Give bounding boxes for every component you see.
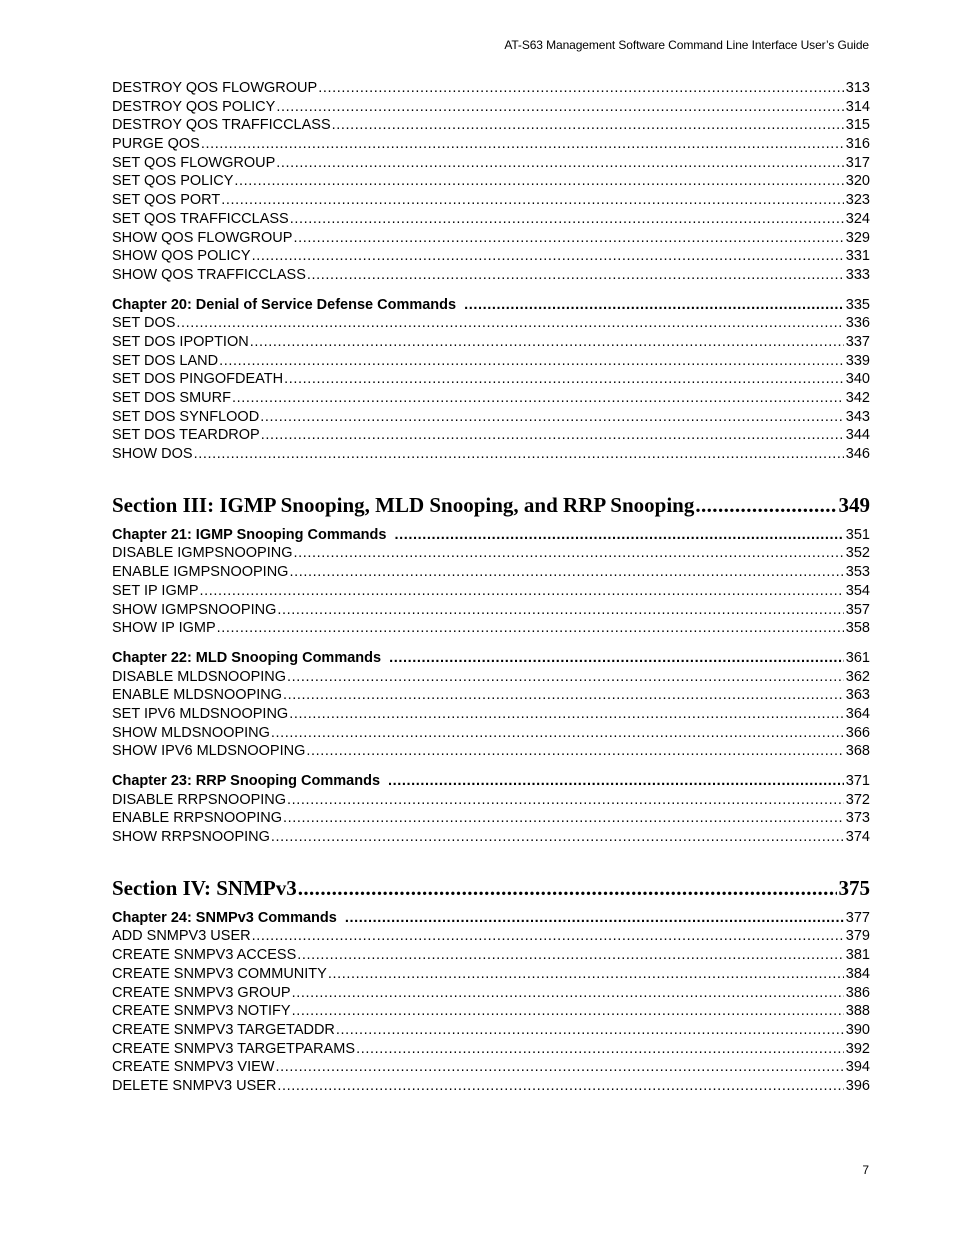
running-header: AT-S63 Management Software Command Line Interface User’s Guide: [504, 38, 869, 52]
toc-entry[interactable]: [112, 927, 870, 946]
chapter-heading[interactable]: [112, 296, 870, 315]
toc-entry-page: 344: [845, 427, 870, 444]
toc-entry[interactable]: [112, 1058, 870, 1077]
toc-entry-title: SET DOS IPOPTION: [112, 333, 249, 350]
toc-entry[interactable]: [112, 705, 870, 724]
toc-entry-page: 390: [845, 1021, 870, 1038]
toc-entry-title: CREATE SNMPV3 COMMUNITY: [112, 965, 327, 982]
toc-entry[interactable]: [112, 742, 870, 761]
leader-dots: [221, 191, 844, 210]
toc-entry-page: 313: [845, 80, 870, 96]
toc-entry-title: ADD SNMPV3 USER: [112, 928, 251, 945]
leader-dots: [275, 1058, 843, 1077]
toc-entry[interactable]: [112, 314, 870, 333]
leader-dots: [292, 984, 844, 1003]
toc-entry-title: SET QOS FLOWGROUP: [112, 154, 276, 171]
section-heading[interactable]: [112, 492, 870, 518]
toc-entry-page: 320: [845, 173, 870, 190]
chapter-heading[interactable]: [112, 772, 870, 791]
toc-entry[interactable]: [112, 1002, 870, 1021]
toc-entry-page: 379: [845, 928, 870, 945]
section-page: 375: [838, 875, 870, 900]
toc-entry[interactable]: [112, 1040, 870, 1059]
chapter-heading[interactable]: [112, 909, 870, 928]
toc-entry-page: 386: [845, 984, 870, 1001]
toc-entry-title: SET QOS POLICY: [112, 173, 234, 190]
leader-dots: [201, 135, 844, 154]
toc-entry-page: 315: [845, 117, 870, 134]
toc-entry-title: SHOW IP IGMP: [112, 620, 216, 637]
toc-entry[interactable]: [112, 370, 870, 389]
toc-entry-page: 343: [845, 408, 870, 425]
toc-entry-title: ENABLE IGMPSNOOPING: [112, 564, 289, 581]
toc-chapter-22: [112, 649, 870, 761]
toc-entry[interactable]: [112, 445, 870, 464]
toc-entry-page: 362: [845, 668, 870, 685]
leader-dots: [294, 544, 844, 563]
toc-entry[interactable]: [112, 619, 870, 638]
toc-entry-page: 373: [845, 810, 870, 827]
toc-entry-title: PURGE QOS: [112, 136, 200, 153]
leader-dots: [200, 582, 844, 601]
leader-dots: [292, 1002, 844, 1021]
leader-dots: [464, 296, 844, 315]
toc-entry-page: 340: [845, 371, 870, 388]
leader-dots: [217, 619, 844, 638]
leader-dots: [388, 772, 844, 791]
toc-entry-page: 346: [845, 446, 870, 463]
toc-entry-page: 384: [845, 965, 870, 982]
leader-dots: [232, 389, 844, 408]
toc-entry[interactable]: [112, 563, 870, 582]
toc-entry-page: 374: [845, 829, 870, 846]
leader-dots: [306, 742, 843, 761]
toc-entry-title: SHOW DOS: [112, 446, 193, 463]
toc-entry-title: CREATE SNMPV3 TARGETPARAMS: [112, 1040, 356, 1057]
toc-entry-page: 396: [845, 1077, 870, 1094]
chapter-page: 371: [845, 773, 870, 789]
toc-entry-title: SET DOS SYNFLOOD: [112, 408, 260, 425]
toc-entry[interactable]: [112, 116, 870, 135]
toc-entry[interactable]: [112, 98, 870, 117]
leader-dots: [293, 229, 843, 248]
toc-entry-title: SHOW QOS POLICY: [112, 248, 251, 265]
toc-entry[interactable]: [112, 247, 870, 266]
chapter-heading[interactable]: [112, 649, 870, 668]
chapter-heading[interactable]: [112, 526, 870, 545]
chapter-title: Chapter 20: Denial of Service Defense Commands: [112, 296, 457, 313]
toc-entry[interactable]: [112, 210, 870, 229]
toc-entry[interactable]: [112, 791, 870, 810]
toc-entry-page: 333: [845, 266, 870, 283]
leader-dots: [394, 526, 843, 545]
toc-entry-page: 329: [845, 229, 870, 246]
toc-entry[interactable]: [112, 809, 870, 828]
leader-dots: [289, 705, 844, 724]
toc-entry-page: 368: [845, 743, 870, 760]
leader-dots: [250, 333, 844, 352]
leader-dots: [252, 927, 844, 946]
leader-dots: [290, 210, 844, 229]
chapter-title: Chapter 22: MLD Snooping Commands: [112, 649, 382, 666]
toc-entry[interactable]: [112, 426, 870, 445]
toc-entry-page: 381: [845, 947, 870, 964]
toc-entry[interactable]: [112, 266, 870, 285]
toc-entry-title: DESTROY QOS FLOWGROUP: [112, 80, 318, 96]
toc-entry[interactable]: [112, 668, 870, 687]
toc-entry[interactable]: [112, 79, 870, 98]
toc-entry[interactable]: [112, 389, 870, 408]
toc-entry[interactable]: [112, 686, 870, 705]
toc-entry-title: ENABLE RRPSNOOPING: [112, 810, 283, 827]
toc-entry[interactable]: [112, 154, 870, 173]
chapter-page: 335: [845, 296, 870, 313]
toc-entry[interactable]: [112, 333, 870, 352]
leader-dots: [389, 649, 844, 668]
toc-entry-page: 372: [845, 791, 870, 808]
toc-entry-title: DELETE SNMPV3 USER: [112, 1077, 277, 1094]
leader-dots: [277, 601, 843, 620]
section-page: 349: [838, 492, 870, 517]
toc-entry-title: ENABLE MLDSNOOPING: [112, 687, 283, 704]
toc-entry-title: SET DOS TEARDROP: [112, 427, 260, 444]
leader-dots: [345, 909, 844, 928]
toc-entry[interactable]: [112, 1021, 870, 1040]
chapter-page: 351: [845, 526, 870, 543]
toc-entry-page: 354: [845, 582, 870, 599]
toc-entry-page: 366: [845, 724, 870, 741]
leader-dots: [289, 563, 843, 582]
toc-entry-page: 392: [845, 1040, 870, 1057]
section-title: Section III: IGMP Snooping, MLD Snooping, and RRP Snooping: [112, 492, 695, 517]
toc-entry-page: 364: [845, 705, 870, 722]
leader-dots: [252, 247, 844, 266]
toc-entry[interactable]: [112, 229, 870, 248]
toc-chapter-21: [112, 526, 870, 638]
leader-dots: [328, 965, 844, 984]
leader-dots: [261, 426, 844, 445]
toc-entry-title: CREATE SNMPV3 ACCESS: [112, 947, 297, 964]
toc-entry-title: SHOW IPV6 MLDSNOOPING: [112, 743, 306, 760]
toc-entry[interactable]: [112, 1077, 870, 1096]
toc-chapter-23: [112, 772, 870, 847]
toc-entry-title: SET IP IGMP: [112, 582, 199, 599]
toc-entry-title: SHOW IGMPSNOOPING: [112, 601, 277, 618]
toc-entry-page: 352: [845, 545, 870, 562]
toc-entry-page: 363: [845, 687, 870, 704]
toc-entry-page: 314: [845, 98, 870, 115]
leader-dots: [176, 314, 843, 333]
toc-entry-page: 317: [845, 154, 870, 171]
toc-entry-title: CREATE SNMPV3 VIEW: [112, 1059, 275, 1076]
toc-entry[interactable]: [112, 582, 870, 601]
leader-dots: [194, 445, 844, 464]
toc-entry-title: DESTROY QOS POLICY: [112, 98, 276, 115]
toc-entry-page: 323: [845, 192, 870, 209]
section-heading[interactable]: [112, 875, 870, 901]
toc-entry-page: 394: [845, 1059, 870, 1076]
leader-dots: [356, 1040, 844, 1059]
toc-entry[interactable]: [112, 965, 870, 984]
toc-entry[interactable]: [112, 544, 870, 563]
leader-dots: [307, 266, 844, 285]
toc-entry-page: 339: [845, 352, 870, 369]
toc-entry[interactable]: [112, 408, 870, 427]
toc-entry-title: SET QOS PORT: [112, 192, 221, 209]
toc-entry-title: SET DOS SMURF: [112, 390, 231, 406]
leader-dots: [271, 828, 844, 847]
toc-entry-title: SHOW QOS TRAFFICCLASS: [112, 266, 306, 283]
leader-dots: [297, 946, 844, 965]
leader-dots: [283, 686, 844, 705]
toc-entry[interactable]: [112, 601, 870, 620]
chapter-page: 377: [845, 909, 870, 926]
leader-dots: [695, 492, 836, 518]
leader-dots: [336, 1021, 844, 1040]
toc-entry-title: SET DOS: [112, 315, 176, 332]
chapter-page: 361: [845, 649, 870, 666]
toc-entry[interactable]: [112, 135, 870, 154]
toc-entry-page: 324: [845, 210, 870, 227]
leader-dots: [277, 1077, 843, 1096]
leader-dots: [287, 791, 844, 810]
toc-entry-page: 357: [845, 601, 870, 618]
leader-dots: [284, 370, 844, 389]
toc-entry[interactable]: [112, 828, 870, 847]
toc-entry-title: DISABLE IGMPSNOOPING: [112, 545, 293, 562]
toc-entry[interactable]: [112, 984, 870, 1003]
toc-entry[interactable]: [112, 724, 870, 743]
chapter-title: Chapter 23: RRP Snooping Commands: [112, 773, 381, 789]
toc-group-qos: [112, 79, 870, 285]
toc-entry-title: SET IPV6 MLDSNOOPING: [112, 705, 289, 722]
leader-dots: [276, 98, 843, 117]
leader-dots: [298, 875, 837, 901]
toc-entry-title: CREATE SNMPV3 GROUP: [112, 984, 291, 1001]
toc-entry-page: 331: [845, 248, 870, 265]
chapter-title: Chapter 21: IGMP Snooping Commands: [112, 526, 387, 543]
leader-dots: [260, 408, 844, 427]
toc-entry[interactable]: [112, 946, 870, 965]
toc-entry[interactable]: [112, 172, 870, 191]
toc-entry-page: 358: [845, 620, 870, 637]
toc-entry-title: SET DOS LAND: [112, 352, 219, 369]
toc-entry-title: CREATE SNMPV3 NOTIFY: [112, 1003, 291, 1020]
toc-entry-page: 337: [845, 333, 870, 350]
toc-chapter-24: [112, 909, 870, 1096]
toc-entry-title: DISABLE RRPSNOOPING: [112, 791, 287, 808]
leader-dots: [234, 172, 843, 191]
leader-dots: [219, 352, 844, 371]
toc-entry-page: 388: [845, 1003, 870, 1020]
leader-dots: [276, 154, 844, 173]
toc-chapter-20: [112, 296, 870, 464]
toc-entry-title: CREATE SNMPV3 TARGETADDR: [112, 1021, 335, 1038]
page-number: 7: [862, 1163, 869, 1177]
leader-dots: [332, 116, 844, 135]
table-of-contents: [112, 79, 870, 1096]
toc-entry-title: SET DOS PINGOFDEATH: [112, 371, 284, 388]
toc-entry-page: 342: [845, 390, 870, 406]
toc-entry-title: DISABLE MLDSNOOPING: [112, 668, 287, 685]
toc-entry-page: 336: [845, 315, 870, 332]
toc-entry-title: SHOW RRPSNOOPING: [112, 829, 270, 846]
leader-dots: [271, 724, 844, 743]
toc-entry[interactable]: [112, 191, 870, 210]
leader-dots: [318, 79, 844, 98]
toc-entry-title: SHOW QOS FLOWGROUP: [112, 229, 293, 246]
toc-entry-title: SET QOS TRAFFICCLASS: [112, 210, 289, 227]
toc-entry-page: 353: [845, 564, 870, 581]
section-title: Section IV: SNMPv3: [112, 875, 297, 900]
toc-entry-title: DESTROY QOS TRAFFICCLASS: [112, 117, 331, 134]
toc-entry-title: SHOW MLDSNOOPING: [112, 724, 270, 741]
toc-entry-page: 316: [845, 136, 870, 153]
leader-dots: [287, 668, 844, 687]
chapter-title: Chapter 24: SNMPv3 Commands: [112, 909, 337, 926]
leader-dots: [283, 809, 844, 828]
toc-entry[interactable]: [112, 352, 870, 371]
